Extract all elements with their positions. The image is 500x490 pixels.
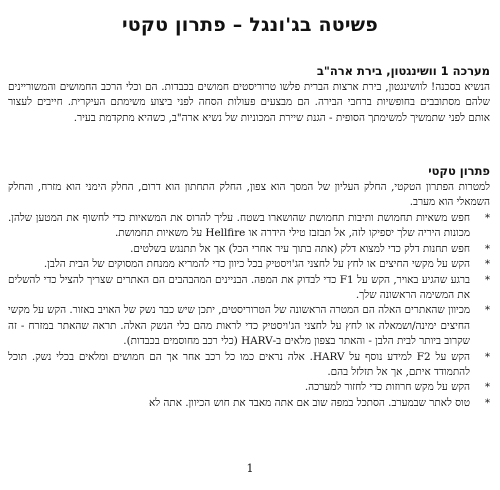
bullet-text: טוס לאתר שבמערב. הסתכל במפה שוב אם אתה מאבד את חוש הכיוון. אתה לא	[148, 396, 470, 409]
solution-bullet-list	[8, 211, 490, 411]
bullet-text: הקש על מקשי החיצים או לחץ על לחצני הג'ויסטיק בכל כיוון כדי להמריא ממנחת המסוקים של הבית הלבן.	[43, 258, 470, 271]
bullet-star-icon: *	[485, 382, 490, 394]
bullet-text: הקש על F2 למידע נוסף על HARV. אלה נראים כמו כל רכב אחר אך הם חמושים ומלאים בכלי נשק. תוכל להתמודד איתם, אך אל תזלזל בהם.	[8, 350, 470, 379]
bullet-star-icon: *	[485, 259, 490, 271]
bullet-text: חפש תחנות דלק כדי למצוא דלק (אתה בתוך עיר אחרי הכל) אך אל תתנגש בשלטים.	[130, 242, 470, 255]
mission-paragraph: הנשיא בסכנה! לוושינגטון, בירת ארצות הברית פלשו טרוריסטים חמושים בכבדות. הם וכלי הרכב החמושים והמשוריינים שלהם מסתובבים בחופשיות ברחבי הבירה. הם מבצעים פעולות הסחה לפני ביצוע משימתם העיקרית. חייבים לעצור אותם לפני שתמשיך למשימתך הסופית - הגנת שיירת המכוניות של נשיא ארה"ב, כשהיא מתקדמת בעיר.	[8, 81, 490, 124]
bullet-star-icon: *	[485, 351, 490, 363]
list-item	[8, 396, 490, 411]
bullet-text: חפש משאיות תחמושת ותיבות תחמושת שהושארו בשטח. עליך להרוס את המשאיות כדי לחשוף את המטען שלהן. מכונות היריה שלך יספיקו לזה, אל תבזבז טילי הידרה או Hellfire על משאיות תחמושת.	[8, 212, 470, 240]
bullet-star-icon: *	[485, 213, 490, 224]
list-item	[8, 380, 490, 395]
list-item	[8, 211, 490, 242]
mission-heading: מערכה 1 וושינגטון, בירת ארה"ב	[316, 64, 490, 78]
bullet-text: הקש על מקש חרוזות כדי לחזור למערכה.	[304, 381, 470, 394]
solution-heading: פתרון טקטי	[428, 164, 490, 178]
page-number: 1	[246, 462, 254, 475]
bullet-star-icon: *	[485, 243, 490, 255]
bullet-text: מכיוון שהאתרים האלה הם המטרה הראשונה של הטרוריסטים, יתכן שיש כבר נשק של האויב באזור. הקש על מקשי החיצים ימינה/ושמאלה או לחץ על לחצני הג'ויסטיק כדי לראות מהם כלי הנשק האלה. תראה שהאתר במזרח - זה שקרוב ביותר לבית הלבן - והאתר בצפון מלאים ב-HARV (כלי רכב מחוסמים בכבדות).	[8, 304, 470, 348]
page-title: פשיטה בג'ונגל – פתרון טקטי	[122, 14, 378, 36]
bullet-star-icon: *	[485, 305, 490, 317]
list-item	[8, 242, 490, 257]
list-item	[8, 303, 490, 349]
bullet-text: ברגע שהגיע באויר, הקש על F1 כדי לבדוק את המפה. הבניינים המהבהבים הם האתרים שצריך להציל כדי להשלים את המשימה הראשונה שלך.	[8, 273, 470, 302]
solution-intro: למטרות הפתרון הטקטי, החלק העליון של המסך הוא צפון, החלק התחתון הוא דרום, החלק הימני הוא מזרח, והחלק השמאלי הוא מערב.	[8, 181, 490, 209]
bullet-star-icon: *	[485, 274, 490, 286]
list-item	[8, 257, 490, 272]
list-item	[8, 350, 490, 381]
bullet-star-icon: *	[485, 397, 490, 409]
list-item	[8, 273, 490, 304]
